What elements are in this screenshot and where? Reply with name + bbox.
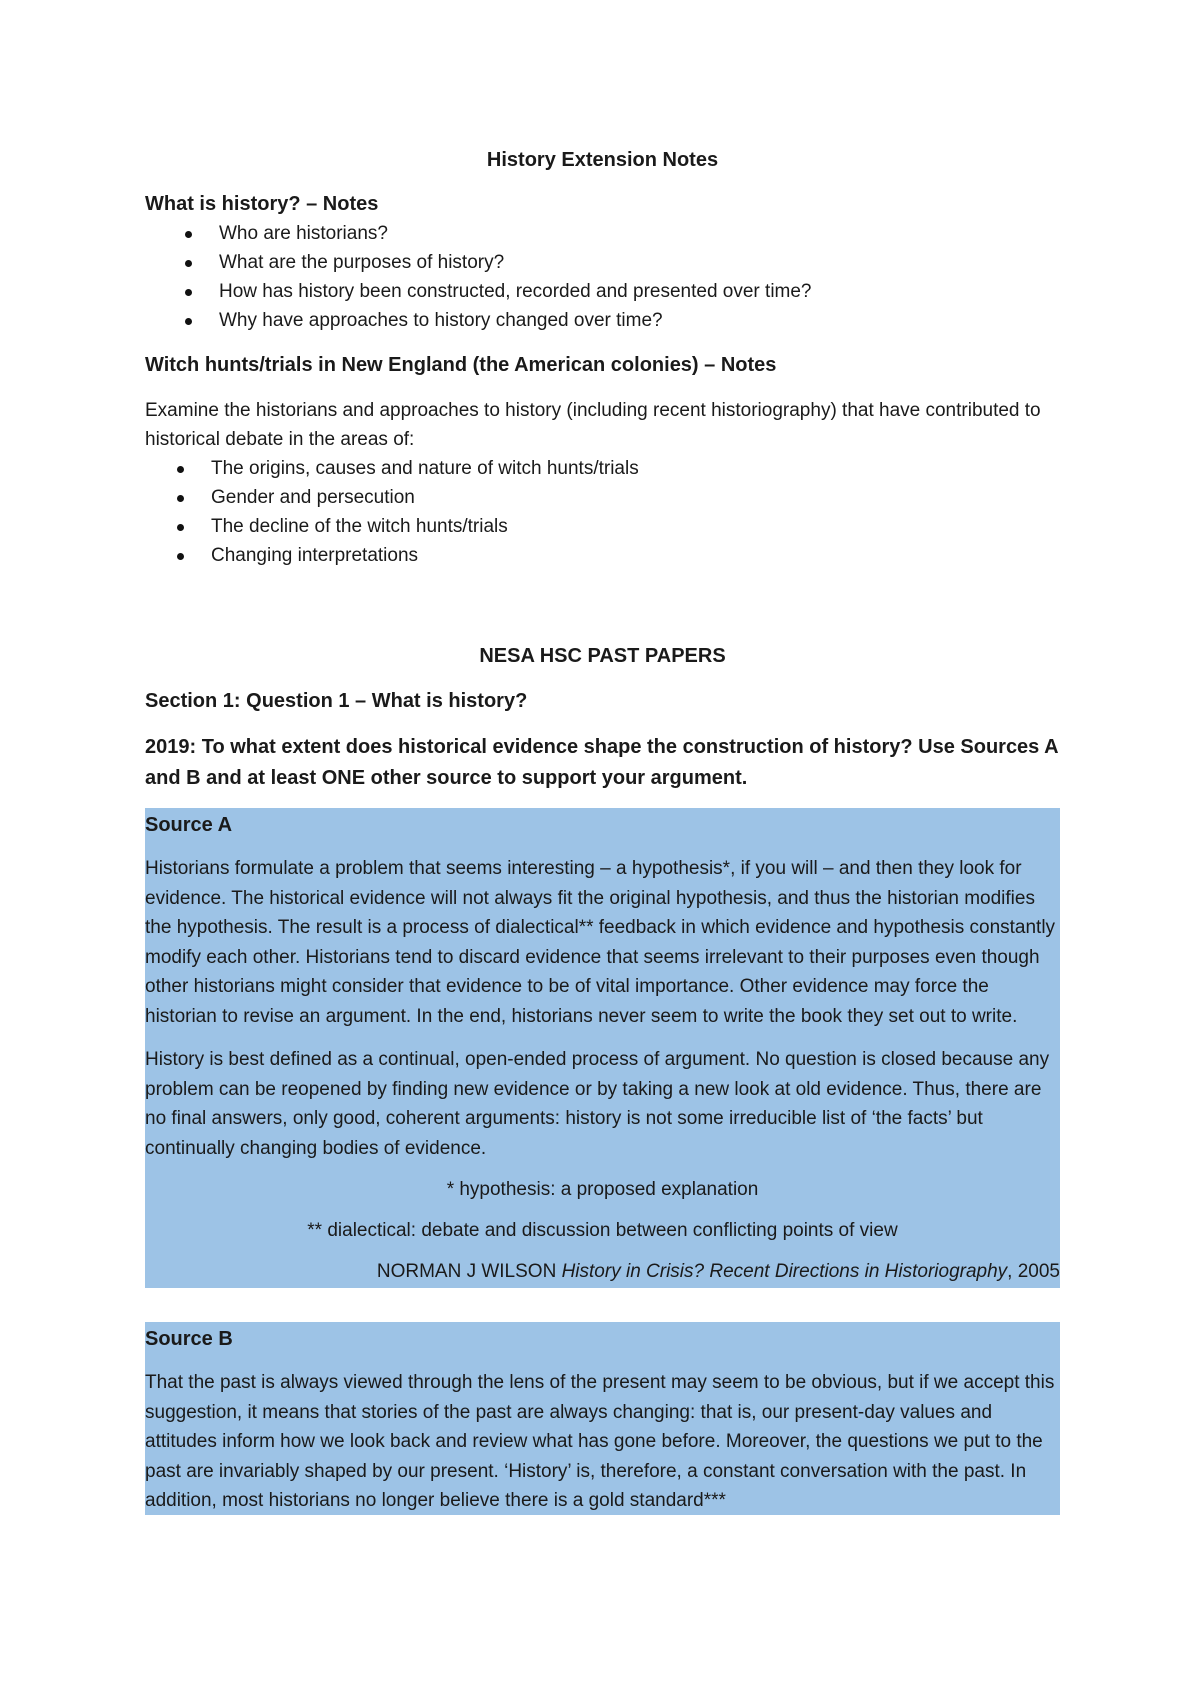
citation-title: History in Crisis? Recent Directions in Historiography: [561, 1261, 1008, 1282]
witch-hunts-heading: Witch hunts/trials in New England (the American colonies) – Notes: [145, 354, 777, 376]
source-a-paragraph-1: Historians formulate a problem that seems interesting – a hypothesis*, if you will – and then they look for evidence. The historical evidence will not always fit the original hypothesis, and thus the historian modifies the hypothesis. The result is a process of dialectical** feedback in which evidence and hypothesis constantly modify each other. Historians tend to discard evidence that seems irrelevant to their purposes even though other historians might consider that evidence to be of vital importance. Other evidence may force the historian to revise an argument. In the end, historians never seem to write the book they set out to write.: [145, 858, 1056, 1027]
source-a-footnote-1: * hypothesis: a proposed explanation: [446, 1179, 759, 1200]
bullet-icon: [177, 495, 184, 502]
list-item: Changing interpretations: [145, 541, 1060, 570]
list-item: The origins, causes and nature of witch hunts/trials: [145, 454, 1060, 483]
past-papers-title: NESA HSC PAST PAPERS: [479, 645, 726, 667]
source-a-title: Source A: [145, 814, 233, 836]
source-a-footnote-2: ** dialectical: debate and discussion between conflicting points of view: [307, 1220, 898, 1241]
list-item: What are the purposes of history?: [145, 248, 1060, 277]
bullet-icon: [185, 260, 192, 267]
exam-question: 2019: To what extent does historical evidence shape the construction of history? Use Sources A and B and at least ONE other source to support your argument.: [145, 736, 1058, 789]
witch-hunts-intro: Examine the historians and approaches to history (including recent historiography) that have contributed to historical debate in the areas of:: [145, 400, 1041, 450]
source-b-title: Source B: [145, 1328, 233, 1350]
list-item: Why have approaches to history changed over time?: [145, 306, 1060, 335]
citation-year: , 2005: [1007, 1261, 1060, 1282]
bullet-icon: [185, 289, 192, 296]
what-is-history-list: [145, 219, 1060, 335]
list-item: The decline of the witch hunts/trials: [145, 512, 1060, 541]
document-title: History Extension Notes: [486, 149, 719, 171]
document-page: [145, 146, 1060, 1515]
source-b-paragraph-1: That the past is always viewed through the lens of the present may seem to be obvious, but if we accept this suggestion, it means that stories of the past are always changing: that is, our present-day values and attitudes inform how we look back and review what has gone before. Moreover, the questions we put to the past are invariably shaped by our present. ‘History’ is, therefore, a constant conversation with the past. In addition, most historians no longer believe there is a gold standard***: [145, 1372, 1055, 1511]
citation-author: NORMAN J WILSON: [376, 1261, 562, 1282]
source-a-paragraph-2: History is best defined as a continual, open-ended process of argument. No question is closed because any problem can be reopened by finding new evidence or by taking a new look at old evidence. Thus, there are no final answers, only good, coherent arguments: history is not some irreducible list of ‘the facts’ but continually changing bodies of evidence.: [145, 1049, 1050, 1159]
list-item: Who are historians?: [145, 219, 1060, 248]
list-item: Gender and persecution: [145, 483, 1060, 512]
bullet-icon: [177, 466, 184, 473]
bullet-icon: [177, 553, 184, 560]
list-item: How has history been constructed, recorded and presented over time?: [145, 277, 1060, 306]
bullet-icon: [177, 524, 184, 531]
source-a-box: [145, 808, 1060, 1288]
bullet-icon: [185, 231, 192, 238]
source-a-citation: [145, 1257, 1060, 1288]
question-heading: Section 1: Question 1 – What is history?: [145, 690, 528, 712]
witch-hunts-list: [145, 454, 1060, 570]
bullet-icon: [185, 318, 192, 325]
source-b-box: [145, 1322, 1060, 1515]
what-is-history-heading: What is history? – Notes: [145, 193, 379, 215]
